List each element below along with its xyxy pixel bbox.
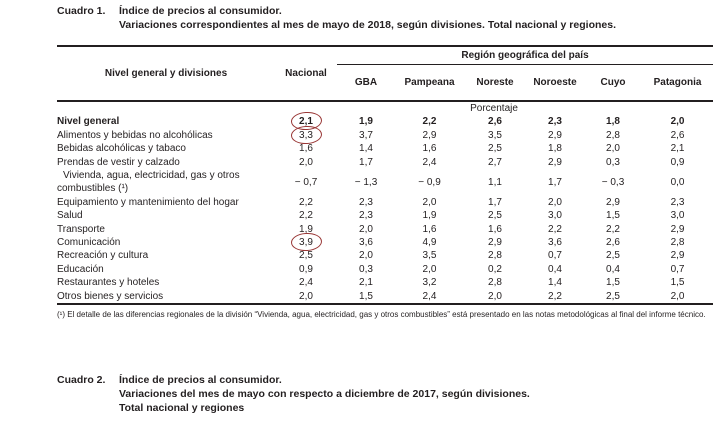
- value-cell: 3,6: [548, 237, 562, 249]
- value-cell: 2,2: [548, 290, 562, 302]
- value-cell: 0,2: [488, 263, 502, 275]
- table-footnote: (¹) El detalle de las diferencias regionales de la división “Vivienda, agua, electricidad, gas y otros combustibles” está presentado en las notas metodológicas al final del informe técnico.: [57, 310, 706, 319]
- table-row: [57, 236, 713, 249]
- row-label: Recreación y cultura: [57, 250, 149, 262]
- value-cell: 0,7: [670, 263, 685, 275]
- row-label: Restaurantes y hoteles: [57, 277, 160, 289]
- value-cell: 1,5: [606, 277, 620, 289]
- value-cell: 1,5: [670, 277, 685, 289]
- value-cell: 2,0: [422, 263, 437, 275]
- value-cell: 2,6: [488, 116, 502, 128]
- value-cell: 0,7: [548, 250, 562, 262]
- row-label: Bebidas alcohólicas y tabaco: [57, 143, 186, 155]
- value-cell: 2,6: [606, 237, 620, 249]
- table-row: [57, 223, 713, 236]
- value-cell: 1,8: [548, 143, 562, 155]
- table2-number: Cuadro 2.: [57, 374, 106, 386]
- ipc-regions-table: [57, 45, 713, 305]
- row-label: Prendas de vestir y calzado: [57, 156, 180, 168]
- value-cell: 1,9: [359, 116, 373, 128]
- value-cell: 2,0: [299, 156, 313, 168]
- value-cell: 1,5: [606, 210, 620, 222]
- value-cell: 0,9: [299, 263, 313, 275]
- value-cell: − 0,7: [294, 176, 318, 188]
- value-cell: 3,5: [422, 250, 437, 262]
- unit-label: Porcentaje: [470, 103, 518, 114]
- value-cell: 0,3: [606, 156, 620, 168]
- table-row: [57, 156, 713, 169]
- table-row: [57, 169, 713, 196]
- value-cell: 4,9: [422, 237, 437, 249]
- value-cell: 2,2: [299, 196, 313, 208]
- value-cell: 2,4: [422, 290, 437, 302]
- value-cell: 1,4: [359, 143, 373, 155]
- value-cell: − 0,9: [418, 176, 441, 188]
- value-cell: 1,9: [422, 210, 437, 222]
- value-cell: 2,8: [488, 277, 502, 289]
- value-cell: 2,6: [670, 129, 685, 141]
- table-row: [57, 263, 713, 276]
- value-cell: 2,0: [299, 290, 313, 302]
- value-cell: 2,5: [488, 210, 502, 222]
- value-cell: 2,9: [670, 223, 685, 235]
- row-label: Nivel general: [57, 116, 120, 128]
- col-header-patagonia: Patagonia: [642, 64, 713, 101]
- row-label: Vivienda, agua, electricidad, gas y otros combustibles (¹): [57, 170, 240, 195]
- table-row: [57, 129, 713, 142]
- value-cell: 2,0: [670, 290, 685, 302]
- circle-annotation: 3,9: [299, 237, 313, 249]
- value-cell: 3,6: [359, 237, 373, 249]
- table-row: [57, 196, 713, 209]
- col-header-region-group: Región geográfica del país: [337, 46, 713, 64]
- table-row: [57, 249, 713, 262]
- col-header-noreste: Noreste: [464, 64, 526, 101]
- value-cell: 2,8: [670, 237, 685, 249]
- value-cell: − 0,3: [601, 176, 625, 188]
- value-cell: 2,9: [488, 237, 502, 249]
- value-cell: 2,8: [606, 129, 620, 141]
- value-cell: 2,2: [548, 223, 562, 235]
- value-cell: 2,0: [422, 196, 437, 208]
- table-row: [57, 115, 713, 128]
- table1-subtitle: Variaciones correspondientes al mes de mayo de 2018, según divisiones. Total nacional y regiones.: [119, 19, 616, 31]
- value-cell: 2,9: [606, 196, 620, 208]
- table-row: [57, 142, 713, 155]
- value-cell: 2,3: [359, 210, 373, 222]
- value-cell: 2,3: [670, 196, 685, 208]
- value-cell: 2,0: [488, 290, 502, 302]
- value-cell: 1,8: [606, 116, 620, 128]
- table1-title: Índice de precios al consumidor.: [119, 5, 282, 17]
- table-row: [57, 276, 713, 289]
- value-cell: 3,0: [670, 210, 685, 222]
- row-label: Salud: [57, 210, 83, 222]
- value-cell: 1,6: [422, 143, 437, 155]
- circle-annotation: 2,1: [299, 116, 313, 128]
- row-label: Equipamiento y mantenimiento del hogar: [57, 196, 239, 208]
- value-cell: 1,7: [548, 176, 562, 188]
- row-label: Alimentos y bebidas no alcohólicas: [57, 129, 213, 141]
- value-cell: 2,5: [606, 250, 620, 262]
- value-cell: 2,3: [548, 116, 562, 128]
- value-cell: 2,9: [548, 156, 562, 168]
- value-cell: 2,0: [606, 143, 620, 155]
- value-cell: 2,0: [548, 196, 562, 208]
- value-cell: 3,7: [359, 129, 373, 141]
- value-cell: 1,9: [299, 223, 313, 235]
- value-cell: 2,5: [606, 290, 620, 302]
- table1-heading: [57, 4, 616, 32]
- value-cell: 2,5: [299, 250, 313, 262]
- value-cell: − 1,3: [354, 176, 378, 188]
- value-cell: 2,8: [488, 250, 502, 262]
- table2-title: Índice de precios al consumidor.: [119, 374, 282, 386]
- value-cell: 0,4: [606, 263, 620, 275]
- unit-row: [57, 101, 713, 115]
- value-cell: 2,2: [606, 223, 620, 235]
- value-cell: 2,1: [670, 143, 685, 155]
- col-header-cuyo: Cuyo: [584, 64, 642, 101]
- value-cell: 2,9: [422, 129, 437, 141]
- table-row: [57, 209, 713, 222]
- value-cell: 2,4: [299, 277, 313, 289]
- value-cell: 2,0: [359, 223, 373, 235]
- value-cell: 3,2: [422, 277, 437, 289]
- value-cell: 2,4: [422, 156, 437, 168]
- row-label: Otros bienes y servicios: [57, 290, 164, 302]
- row-label: Comunicación: [57, 237, 121, 249]
- value-cell: 2,2: [299, 210, 313, 222]
- value-cell: 0,0: [670, 176, 685, 188]
- col-header-divisions: Nivel general y divisiones: [57, 46, 275, 101]
- value-cell: 2,9: [670, 250, 685, 262]
- value-cell: 0,9: [670, 156, 685, 168]
- value-cell: 2,9: [548, 129, 562, 141]
- col-header-pampeana: Pampeana: [395, 64, 464, 101]
- table2-heading: [57, 373, 530, 415]
- value-cell: 0,3: [359, 263, 373, 275]
- row-label: Educación: [57, 263, 104, 275]
- value-cell: 1,4: [548, 277, 562, 289]
- col-header-gba: GBA: [337, 64, 395, 101]
- value-cell: 1,7: [359, 156, 373, 168]
- value-cell: 2,5: [488, 143, 502, 155]
- value-cell: 1,6: [422, 223, 437, 235]
- value-cell: 2,3: [359, 196, 373, 208]
- value-cell: 1,7: [488, 196, 502, 208]
- value-cell: 1,1: [488, 176, 502, 188]
- table2-subtitle: Variaciones del mes de mayo con respecto a diciembre de 2017, según divisiones.: [119, 388, 530, 400]
- value-cell: 0,4: [548, 263, 562, 275]
- value-cell: 1,5: [359, 290, 373, 302]
- value-cell: 2,0: [670, 116, 685, 128]
- value-cell: 1,6: [299, 143, 313, 155]
- value-cell: 2,7: [488, 156, 502, 168]
- row-label: Transporte: [57, 223, 105, 235]
- value-cell: 1,6: [488, 223, 502, 235]
- table1-number: Cuadro 1.: [57, 5, 106, 17]
- value-cell: 2,2: [422, 116, 437, 128]
- value-cell: 3,0: [548, 210, 562, 222]
- value-cell: 3,5: [488, 129, 502, 141]
- circle-annotation: 3,3: [299, 129, 313, 141]
- value-cell: 2,0: [359, 250, 373, 262]
- col-header-nacional: Nacional: [275, 46, 337, 101]
- col-header-noroeste: Noroeste: [526, 64, 584, 101]
- table2-subtitle2: Total nacional y regiones: [119, 402, 245, 414]
- value-cell: 2,1: [359, 277, 373, 289]
- table-row: [57, 290, 713, 304]
